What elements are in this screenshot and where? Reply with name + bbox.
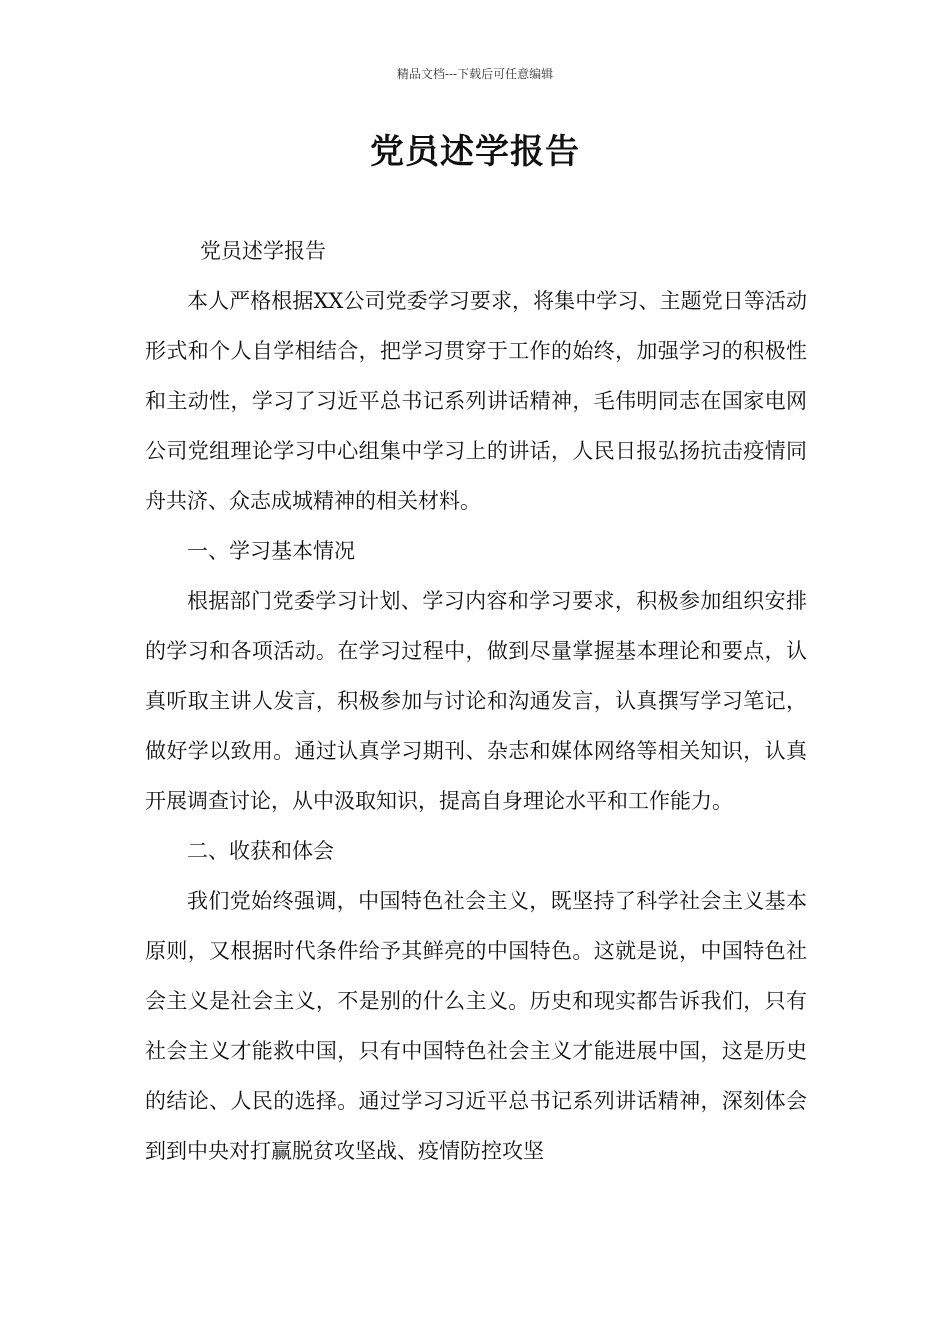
document-body — [145, 226, 807, 1176]
document-title: 党员述学报告 — [370, 132, 580, 172]
paragraph-reflections: 我们党始终强调，中国特色社会主义，既坚持了科学社会主义基本原则，又根据时代条件给予其鲜亮的中国特色。这就是说，中国特色社会主义是社会主义，不是别的什么主义。历史和现实都告诉我们，只有社会主义才能救中国，只有中国特色社会主义才能进展中国，这是历史的结论、人民的选择。通过学习习近平总书记系列讲话精神，深刻体会到到中央对打赢脱贫攻坚战、疫情防控攻坚 — [145, 889, 807, 1163]
section-heading-2: 二、收获和体会 — [187, 839, 334, 863]
document-subtitle: 党员述学报告 — [200, 239, 326, 263]
section-heading-1: 一、学习基本情况 — [187, 539, 355, 563]
page-header: 精品文档---下载后可任意编辑 — [396, 67, 554, 81]
paragraph-study-overview: 根据部门党委学习计划、学习内容和学习要求，积极参加组织安排的学习和各项活动。在学习过程中，做到尽量掌握基本理论和要点，认真听取主讲人发言，积极参加与讨论和沟通发言，认真撰写学习笔记，做好学以致用。通过认真学习期刊、杂志和媒体网络等相关知识，认真开展调查讨论，从中汲取知识，提高自身理论水平和工作能力。 — [145, 589, 807, 813]
paragraph-intro: 本人严格根据XX公司党委学习要求，将集中学习、主题党日等活动形式和个人自学相结合，把学习贯穿于工作的始终，加强学习的积极性和主动性，学习了习近平总书记系列讲话精神，毛伟明同志在国家电网公司党组理论学习中心组集中学习上的讲话，人民日报弘扬抗击疫情同舟共济、众志成城精神的相关材料。 — [145, 289, 807, 513]
